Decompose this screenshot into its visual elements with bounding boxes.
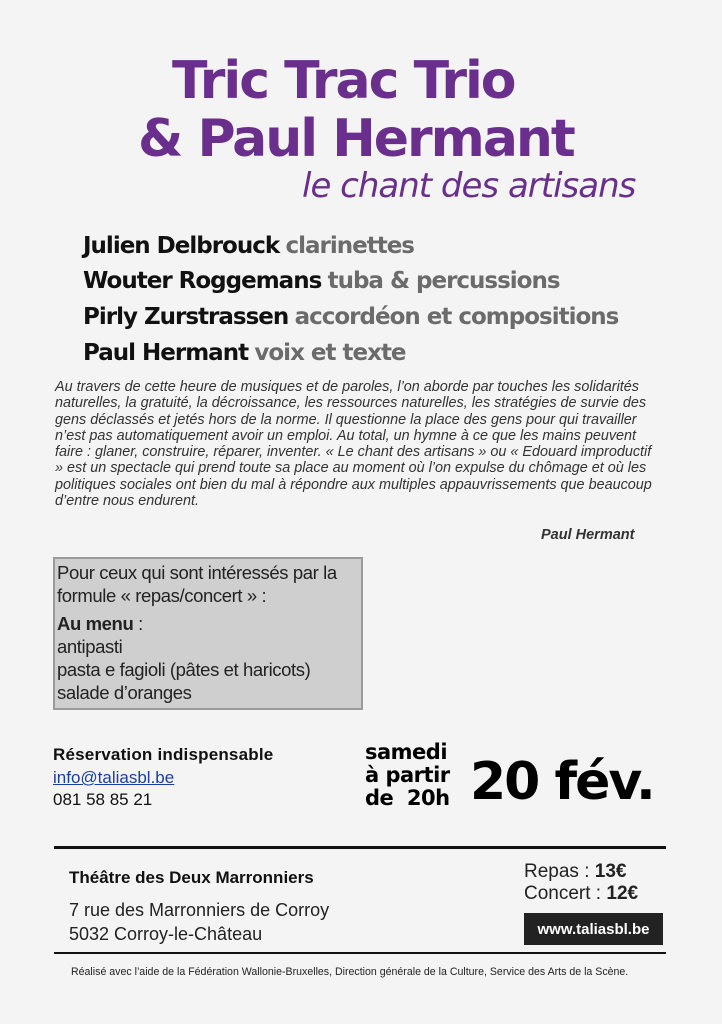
musician-role: clarinettes xyxy=(285,233,415,259)
reservation-phone: 081 58 85 21 xyxy=(53,790,153,809)
musician-4 xyxy=(83,340,406,366)
title-line-1: Tric Trac Trio xyxy=(172,51,515,111)
price-label: Concert : xyxy=(524,883,607,904)
schedule-from: à partir xyxy=(365,763,450,787)
menu-intro: Pour ceux qui sont intéressés par la formule « repas/concert » : xyxy=(57,562,337,606)
menu-item: salade d’oranges xyxy=(57,682,192,703)
schedule-day: samedi xyxy=(365,740,448,764)
musician-name: Paul Hermant xyxy=(83,340,249,366)
schedule-time: de 20h xyxy=(365,786,450,810)
divider-bottom xyxy=(54,952,666,954)
musician-role: tuba & percussions xyxy=(327,268,560,294)
menu-item: pasta e fagioli (pâtes et haricots) xyxy=(57,659,311,680)
venue-name: Théâtre des Deux Marronniers xyxy=(69,868,314,887)
musician-3 xyxy=(83,304,618,330)
subtitle: le chant des artisans xyxy=(302,166,636,206)
musician-1 xyxy=(83,233,414,259)
website-badge[interactable]: www.taliasbl.be xyxy=(524,913,663,945)
title-line-2: & Paul Hermant xyxy=(138,109,574,169)
menu-box xyxy=(53,557,363,710)
menu-heading-suffix: : xyxy=(133,613,143,634)
price-repas xyxy=(524,861,626,883)
price-amount: 12€ xyxy=(606,883,639,904)
venue-address-line-1: 7 rue des Marronniers de Corroy xyxy=(69,900,330,920)
musician-role: accordéon et compositions xyxy=(294,304,619,330)
reservation-email-link[interactable]: info@taliasbl.be xyxy=(53,768,175,787)
musician-name: Pirly Zurstrassen xyxy=(83,304,289,330)
description-text: Au travers de cette heure de musiques et de paroles, l’on aborde par touches les solidarités naturelles, la gratuité, la décroissance, les ressources naturelles, les stratégies de survie des gens déclassés et jetés hors de la norme. Il questionne la place des gens pour qui travailler n’est pas automatiquement avoir un emploi. Au total, un hymne à ce que les mains peuvent faire : glaner, construire, réparer, inventer. « Le chant des artisans » ou « Edouard improductif » est un spectacle qui prend toute sa place au moment où l’on expulse du chômage et où les politiques sociales ont bien du mal à répondre aux multiples appauvrissements que beaucoup d’entre nous endurent. xyxy=(55,379,652,510)
price-concert xyxy=(524,883,638,905)
menu-heading: Au menu xyxy=(57,613,134,634)
credits-text: Réalisé avec l’aide de la Fédération Wallonie-Bruxelles, Direction générale de la Culture, Service des Arts de la Scène. xyxy=(71,966,629,978)
description-author: Paul Hermant xyxy=(541,527,635,543)
musician-2 xyxy=(83,268,560,294)
event-date: 20 fév. xyxy=(470,752,654,812)
reservation-title: Réservation indispensable xyxy=(53,745,274,764)
schedule-block xyxy=(365,741,450,810)
musician-role: voix et texte xyxy=(254,340,406,366)
price-amount: 13€ xyxy=(594,861,627,882)
venue-address-line-2: 5032 Corroy-le-Château xyxy=(69,924,263,944)
musician-name: Wouter Roggemans xyxy=(83,268,322,294)
musician-name: Julien Delbrouck xyxy=(83,233,280,259)
divider-top xyxy=(54,846,666,849)
price-label: Repas : xyxy=(524,861,595,882)
menu-item: antipasti xyxy=(57,636,123,657)
menu-heading-row xyxy=(57,612,361,635)
